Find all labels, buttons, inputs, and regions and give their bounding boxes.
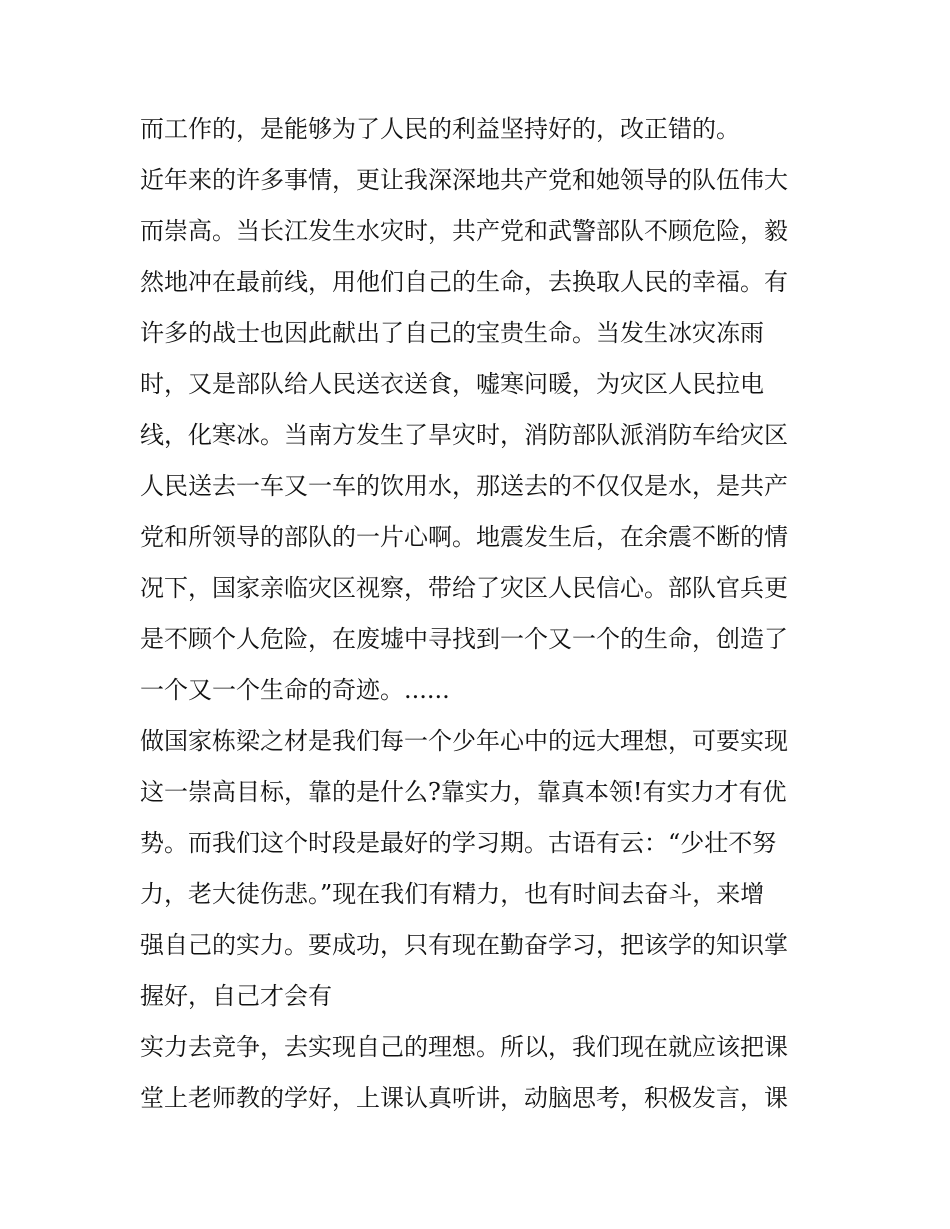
text-line: 势。而我们这个时段是最好的学习期。古语有云：“少壮不努 [140,829,777,857]
text-line: 时，又是部队给人民送衣送食，嘘寒问暖，为灾区人民拉电 [140,370,764,398]
text-line: 近年来的许多事情，更让我深深地共产党和她领导的队伍伟大 [140,166,788,194]
text-line: 线，化寒冰。当南方发生了旱灾时，消防部队派消防车给灾区 [140,421,788,449]
text-line: 许多的战士也因此献出了自己的宝贵生命。当发生冰灾冻雨 [140,319,764,347]
text-line: 这一崇高目标，靠的是什么?靠实力，靠真本领!有实力才有优 [140,778,787,806]
text-line: 而工作的，是能够为了人民的利益坚持好的，改正错的。 [140,115,740,143]
text-line: 是不顾个人危险，在废墟中寻找到一个又一个的生命，创造了 [140,625,788,653]
text-line: 堂上老师教的学好，上课认真听讲，动脑思考，积极发言，课 [140,1084,788,1112]
text-line: 而崇高。当长江发生水灾时，共产党和武警部队不顾危险，毅 [140,217,788,245]
text-line: 握好，自己才会有 [140,982,332,1010]
text-line: 人民送去一车又一车的饮用水，那送去的不仅仅是水，是共产 [140,472,788,500]
text-line: 然地冲在最前线，用他们自己的生命，去换取人民的幸福。有 [140,268,788,296]
text-line: 况下，国家亲临灾区视察，带给了灾区人民信心。部队官兵更 [140,574,788,602]
text-line: 实力去竞争，去实现自己的理想。所以，我们现在就应该把课 [140,1033,788,1061]
text-line: 力，老大徒伤悲。”现在我们有精力，也有时间去奋斗，来增 [140,880,765,908]
text-line: 强自己的实力。要成功，只有现在勤奋学习，把该学的知识掌 [140,931,788,959]
text-line: 一个又一个生命的奇迹。...... [140,676,450,704]
text-line: 党和所领导的部队的一片心啊。地震发生后，在余震不断的情 [140,523,788,551]
text-line: 做国家栋梁之材是我们每一个少年心中的远大理想，可要实现 [140,727,788,755]
